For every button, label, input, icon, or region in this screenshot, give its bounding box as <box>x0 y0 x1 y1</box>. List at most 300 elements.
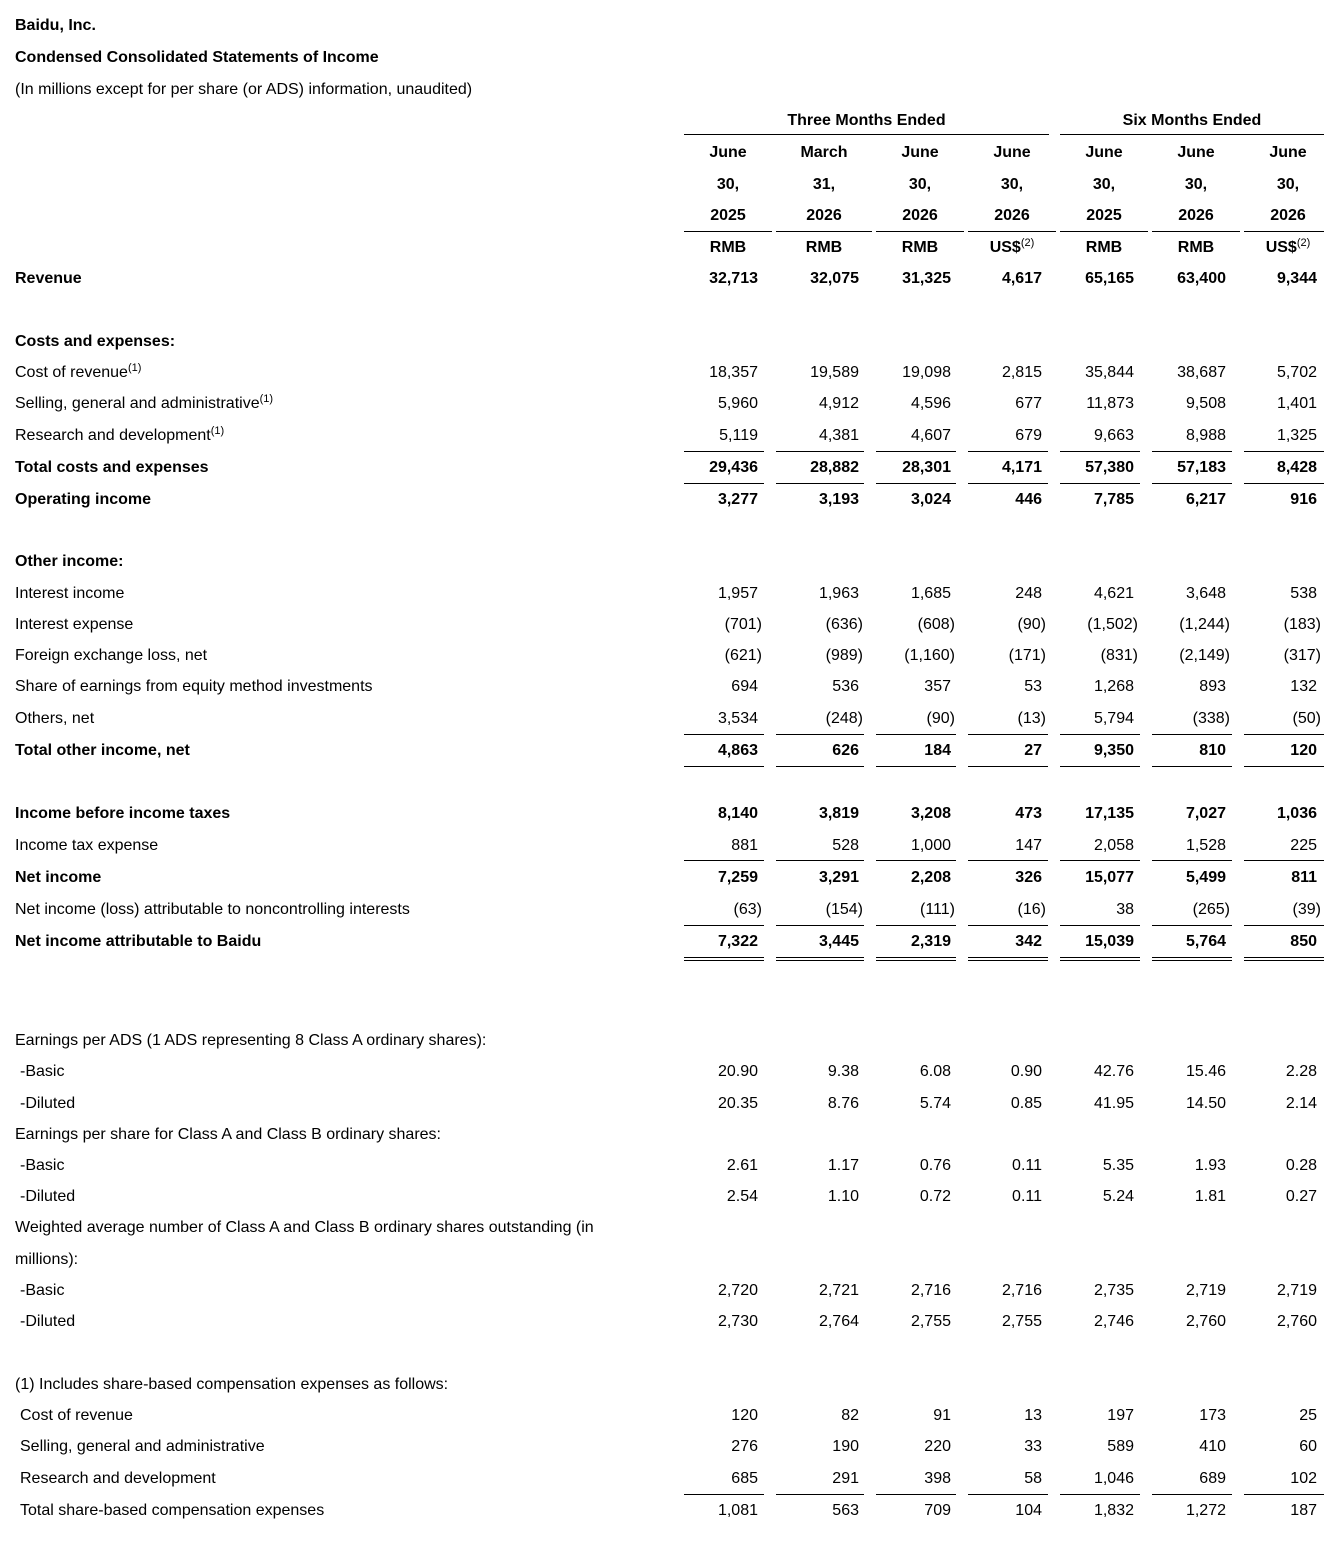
cell-value: 2,720 <box>717 1282 758 1299</box>
cell-value: 32,713 <box>709 270 758 287</box>
subtotal-rule <box>1244 734 1324 735</box>
cell-value: 1.81 <box>1194 1188 1226 1205</box>
subtotal-rule <box>1060 483 1140 484</box>
cell-value: 810 <box>1199 742 1226 759</box>
subtotal-rule <box>684 483 764 484</box>
cell-value: 8,428 <box>1276 459 1317 476</box>
row-label: Income before income taxes <box>15 805 231 822</box>
cell-value: 1.10 <box>827 1188 859 1205</box>
row-label: Others, net <box>15 710 95 727</box>
col-header-year: 2026 <box>994 207 1030 224</box>
subtotal-rule <box>684 1494 764 1495</box>
cell-value: 184 <box>924 742 951 759</box>
cell-value: 18,357 <box>709 364 758 381</box>
cell-value: 9.38 <box>827 1063 859 1080</box>
cell-value: 2.54 <box>726 1188 758 1205</box>
subtotal-rule <box>1152 483 1232 484</box>
cell-value: (831) <box>1100 647 1138 664</box>
subtotal-rule <box>1060 860 1140 861</box>
col-header-year: 2026 <box>806 207 842 224</box>
cell-value: 104 <box>1015 1502 1042 1519</box>
footnote-ref: (1) <box>259 393 274 405</box>
col-header-currency: RMB <box>1177 239 1215 256</box>
cell-value: (63) <box>733 901 762 918</box>
total-double-rule <box>968 957 1048 961</box>
cell-value: 2,716 <box>1001 1282 1042 1299</box>
cell-value: 41.95 <box>1093 1095 1134 1112</box>
header-underline <box>776 231 872 232</box>
cell-value: (608) <box>917 616 955 633</box>
cell-value: (636) <box>825 616 863 633</box>
table-row <box>0 1089 1333 1119</box>
statement-title: Condensed Consolidated Statements of Income <box>15 49 379 66</box>
cell-value: 5,794 <box>1093 710 1134 727</box>
cell-value: 2,760 <box>1185 1313 1226 1330</box>
cell-value: 694 <box>731 678 758 695</box>
cell-value: 2.14 <box>1285 1095 1317 1112</box>
header-underline <box>876 231 964 232</box>
cell-value: (183) <box>1283 616 1321 633</box>
cell-value: 3,534 <box>717 710 758 727</box>
cell-value: (1,244) <box>1179 616 1230 633</box>
cell-value: 17,135 <box>1085 805 1134 822</box>
statement-note: (In millions except for per share (or ADS) information, unaudited) <box>15 81 473 98</box>
cell-value: 102 <box>1290 1470 1317 1487</box>
subtotal-rule <box>1152 925 1232 926</box>
cell-value: 1,963 <box>818 585 859 602</box>
row-label: Weighted average number of Class A and Class B ordinary shares outstanding (in <box>15 1219 594 1236</box>
cell-value: 91 <box>933 1407 951 1424</box>
cell-value: 9,663 <box>1093 427 1134 444</box>
col-header-currency: RMB <box>805 239 843 256</box>
cell-value: 2,746 <box>1093 1313 1134 1330</box>
cell-value: 1,272 <box>1185 1502 1226 1519</box>
cell-value: 38,687 <box>1177 364 1226 381</box>
cell-value: 3,819 <box>818 805 859 822</box>
cell-value: 4,617 <box>1001 270 1042 287</box>
cell-value: 25 <box>1299 1407 1317 1424</box>
col-header-month: June <box>709 144 747 161</box>
table-row <box>0 547 1333 577</box>
header-row-currency <box>0 233 1333 263</box>
col-header-year: 2026 <box>1178 207 1214 224</box>
subtotal-rule <box>876 860 956 861</box>
row-label: Selling, general and administrative <box>20 1438 265 1455</box>
row-label: Foreign exchange loss, net <box>15 647 208 664</box>
col-header-day: 30, <box>1184 176 1208 193</box>
cell-value: 58 <box>1024 1470 1042 1487</box>
subtotal-rule <box>684 925 764 926</box>
row-label: Interest expense <box>15 616 134 633</box>
subtotal-rule <box>1152 451 1232 452</box>
cell-value: 8,988 <box>1185 427 1226 444</box>
cell-value: 1,325 <box>1276 427 1317 444</box>
cell-value: 0.11 <box>1012 1157 1042 1174</box>
col-header-currency: US\$$^{(2)}$ <box>989 237 1035 256</box>
col-header-month: June <box>1085 144 1123 161</box>
cell-value: 528 <box>832 837 859 854</box>
table-row <box>0 1432 1333 1462</box>
col-header-month: June <box>1177 144 1215 161</box>
table-row <box>0 264 1333 294</box>
cell-value: 33 <box>1024 1438 1042 1455</box>
footnote-ref: (2) <box>1020 237 1035 249</box>
cell-value: 357 <box>924 678 951 695</box>
row-label: Earnings per ADS (1 ADS representing 8 Class A ordinary shares): <box>15 1032 487 1049</box>
cell-value: 225 <box>1290 837 1317 854</box>
cell-value: 173 <box>1199 1407 1226 1424</box>
table-row <box>0 895 1333 925</box>
cell-value: 4,381 <box>818 427 859 444</box>
cell-value: 291 <box>832 1470 859 1487</box>
cell-value: 2,721 <box>818 1282 859 1299</box>
cell-value: 4,171 <box>1001 459 1042 476</box>
cell-value: 147 <box>1015 837 1042 854</box>
subtotal-rule <box>776 451 864 452</box>
cell-value: 5.24 <box>1102 1188 1134 1205</box>
company-name: Baidu, Inc. <box>15 17 96 34</box>
cell-value: 0.76 <box>919 1157 951 1174</box>
cell-value: 2,716 <box>910 1282 951 1299</box>
subtotal-rule <box>968 734 1048 735</box>
row-label: Net income (loss) attributable to noncontrolling interests <box>15 901 410 918</box>
cell-value: 2,764 <box>818 1313 859 1330</box>
cell-value: 65,165 <box>1085 270 1134 287</box>
row-label: Earnings per share for Class A and Class B ordinary shares: <box>15 1126 441 1143</box>
subtotal-rule <box>1152 860 1232 861</box>
cell-value: 7,259 <box>717 869 758 886</box>
row-label: Other income: <box>15 553 124 570</box>
cell-value: 248 <box>1015 585 1042 602</box>
row-label: Costs and expenses: <box>15 333 176 350</box>
total-double-rule <box>876 957 956 961</box>
cell-value: 5,960 <box>717 395 758 412</box>
cell-value: 197 <box>1107 1407 1134 1424</box>
cell-value: 2,319 <box>910 933 951 950</box>
cell-value: (248) <box>825 710 863 727</box>
cell-value: 626 <box>832 742 859 759</box>
row-label: Net income <box>15 869 102 886</box>
table-row <box>0 1182 1333 1212</box>
group-six-months: Six Months Ended <box>1122 112 1262 129</box>
subtotal-rule <box>968 860 1048 861</box>
subtotal-rule <box>1244 483 1324 484</box>
cell-value: (50) <box>1292 710 1321 727</box>
footnote-ref: (2) <box>1296 237 1311 249</box>
cell-value: 5.74 <box>919 1095 951 1112</box>
col-header-currency: US\$$^{(2)}$ <box>1265 237 1311 256</box>
table-row <box>0 641 1333 671</box>
cell-value: 20.90 <box>717 1063 758 1080</box>
cell-value: 4,596 <box>910 395 951 412</box>
col-header-currency: RMB <box>709 239 747 256</box>
cell-value: 82 <box>841 1407 859 1424</box>
cell-value: 4,912 <box>818 395 859 412</box>
group-three-months: Three Months Ended <box>787 112 946 129</box>
cell-value: 3,208 <box>910 805 951 822</box>
cell-value: 589 <box>1107 1438 1134 1455</box>
cell-value: 685 <box>731 1470 758 1487</box>
subtotal-rule <box>776 925 864 926</box>
cell-value: 1.17 <box>827 1157 859 1174</box>
subtotal-rule <box>876 451 956 452</box>
cell-value: 2.28 <box>1285 1063 1317 1080</box>
cell-value: (621) <box>724 647 762 664</box>
cell-value: (90) <box>926 710 955 727</box>
row-label: Total share-based compensation expenses <box>20 1502 325 1519</box>
header-underline <box>1060 231 1148 232</box>
cell-value: 1,046 <box>1093 1470 1134 1487</box>
cell-value: 0.72 <box>919 1188 951 1205</box>
cell-value: 3,445 <box>818 933 859 950</box>
cell-value: 132 <box>1290 678 1317 695</box>
row-label: Interest income <box>15 585 125 602</box>
cell-value: (16) <box>1017 901 1046 918</box>
col-header-day: 30, <box>908 176 932 193</box>
col-header-currency: RMB <box>1085 239 1123 256</box>
row-label: Net income attributable to Baidu <box>15 933 262 950</box>
cell-value: (2,149) <box>1179 647 1230 664</box>
cell-value: 1,000 <box>910 837 951 854</box>
col-header-year: 2026 <box>1270 207 1306 224</box>
cell-value: 326 <box>1015 869 1042 886</box>
cell-value: 563 <box>832 1502 859 1519</box>
cell-value: 536 <box>832 678 859 695</box>
cell-value: 689 <box>1199 1470 1226 1487</box>
cell-value: 0.90 <box>1010 1063 1042 1080</box>
cell-value: 3,277 <box>717 491 758 508</box>
cell-value: 811 <box>1291 869 1317 886</box>
cell-value: 1,832 <box>1093 1502 1134 1519</box>
table-row <box>0 1213 1333 1243</box>
total-double-rule <box>1152 957 1232 961</box>
cell-value: 1.93 <box>1194 1157 1226 1174</box>
subtotal-rule <box>776 860 864 861</box>
total-double-rule <box>684 957 764 961</box>
subtotal-rule <box>684 860 764 861</box>
cell-value: 9,508 <box>1185 395 1226 412</box>
cell-value: 19,589 <box>810 364 859 381</box>
subtotal-rule <box>968 451 1048 452</box>
cell-value: 4,863 <box>717 742 758 759</box>
row-label: Cost of revenue <box>20 1407 133 1424</box>
cell-value: 1,036 <box>1276 805 1317 822</box>
group-underline <box>1060 134 1324 135</box>
col-header-year: 2026 <box>902 207 938 224</box>
cell-value: 850 <box>1290 933 1317 950</box>
cell-value: 35,844 <box>1085 364 1134 381</box>
cell-value: 60 <box>1299 1438 1317 1455</box>
cell-value: 2,208 <box>910 869 951 886</box>
cell-value: (338) <box>1192 710 1230 727</box>
cell-value: 4,607 <box>910 427 951 444</box>
cell-value: 0.85 <box>1010 1095 1042 1112</box>
row-label: -Diluted <box>20 1313 76 1330</box>
cell-value: 1,081 <box>717 1502 758 1519</box>
row-label: Total costs and expenses <box>15 459 209 476</box>
cell-value: 2,719 <box>1185 1282 1226 1299</box>
col-header-year: 2025 <box>710 207 746 224</box>
row-label: Total other income, net <box>15 742 190 759</box>
cell-value: 19,098 <box>902 364 951 381</box>
cell-value: 63,400 <box>1177 270 1226 287</box>
cell-value: 15.46 <box>1185 1063 1226 1080</box>
table-row <box>0 1464 1333 1494</box>
cell-value: 709 <box>924 1502 951 1519</box>
row-label: Share of earnings from equity method investments <box>15 678 373 695</box>
cell-value: 1,401 <box>1276 395 1317 412</box>
col-header-month: June <box>1269 144 1307 161</box>
subtotal-rule <box>1152 1494 1232 1495</box>
table-row <box>0 1151 1333 1181</box>
cell-value: 3,648 <box>1185 585 1226 602</box>
header-underline <box>684 231 772 232</box>
cell-value: 5,764 <box>1185 933 1226 950</box>
subtotal-rule <box>684 766 764 767</box>
col-header-month: March <box>800 144 848 161</box>
cell-value: 2,815 <box>1001 364 1042 381</box>
total-double-rule <box>776 957 864 961</box>
subtotal-rule <box>968 1494 1048 1495</box>
table-row <box>0 358 1333 388</box>
cell-value: 27 <box>1024 742 1042 759</box>
cell-value: 2,730 <box>717 1313 758 1330</box>
cell-value: (1,502) <box>1087 616 1138 633</box>
cell-value: 1,268 <box>1093 678 1134 695</box>
cell-value: (1,160) <box>904 647 955 664</box>
cell-value: 3,024 <box>910 491 951 508</box>
header-row-month <box>0 138 1333 168</box>
subtotal-rule <box>684 451 764 452</box>
row-label: -Basic <box>20 1157 65 1174</box>
cell-value: 2,719 <box>1276 1282 1317 1299</box>
subtotal-rule <box>1060 734 1140 735</box>
cell-value: 6,217 <box>1185 491 1226 508</box>
cell-value: 187 <box>1290 1502 1317 1519</box>
cell-value: 29,436 <box>709 459 758 476</box>
cell-value: 15,039 <box>1085 933 1134 950</box>
row-label: -Basic <box>20 1063 65 1080</box>
subtotal-rule <box>776 483 864 484</box>
cell-value: 1,957 <box>717 585 758 602</box>
cell-value: 893 <box>1199 678 1226 695</box>
cell-value: 7,785 <box>1093 491 1134 508</box>
col-header-year: 2025 <box>1086 207 1122 224</box>
subtotal-rule <box>684 734 764 735</box>
cell-value: 2,058 <box>1093 837 1134 854</box>
cell-value: (171) <box>1008 647 1046 664</box>
table-row <box>0 610 1333 640</box>
cell-value: 120 <box>1290 742 1317 759</box>
cell-value: (317) <box>1283 647 1321 664</box>
table-row <box>0 1496 1333 1526</box>
cell-value: 1,528 <box>1185 837 1226 854</box>
cell-value: 8,140 <box>717 805 758 822</box>
row-label: Operating income <box>15 491 152 508</box>
row-label: (1) Includes share-based compensation expenses as follows: <box>15 1376 449 1393</box>
cell-value: 5.35 <box>1102 1157 1134 1174</box>
table-row <box>0 1370 1333 1400</box>
cell-value: 13 <box>1024 1407 1042 1424</box>
header-row-year <box>0 201 1333 231</box>
cell-value: (701) <box>724 616 762 633</box>
cell-value: 342 <box>1015 933 1042 950</box>
cell-value: 28,882 <box>810 459 859 476</box>
cell-value: (111) <box>920 901 955 918</box>
subtotal-rule <box>1244 451 1324 452</box>
table-row <box>0 831 1333 861</box>
subtotal-rule <box>1244 766 1324 767</box>
col-header-day: 30, <box>716 176 740 193</box>
cell-value: 398 <box>924 1470 951 1487</box>
row-label: -Basic <box>20 1282 65 1299</box>
header-underline <box>1152 231 1240 232</box>
footnote-ref: (1) <box>127 362 142 374</box>
subtotal-rule <box>1152 734 1232 735</box>
header-underline <box>968 231 1056 232</box>
cell-value: (13) <box>1017 710 1046 727</box>
cell-value: 57,183 <box>1177 459 1226 476</box>
cell-value: 0.28 <box>1285 1157 1317 1174</box>
cell-value: 8.76 <box>827 1095 859 1112</box>
cell-value: 3,193 <box>818 491 859 508</box>
row-label: Research and development$^{(1)}$ <box>15 425 225 444</box>
cell-value: 28,301 <box>902 459 951 476</box>
row-label: Revenue <box>15 270 82 287</box>
subtotal-rule <box>1060 1494 1140 1495</box>
table-row <box>0 672 1333 702</box>
subtotal-rule <box>876 925 956 926</box>
subtotal-rule <box>876 483 956 484</box>
cell-value: 677 <box>1015 395 1042 412</box>
cell-value: 0.11 <box>1012 1188 1042 1205</box>
cell-value: 220 <box>924 1438 951 1455</box>
cell-value: 0.27 <box>1285 1188 1317 1205</box>
cell-value: 410 <box>1199 1438 1226 1455</box>
cell-value: 53 <box>1024 678 1042 695</box>
cell-value: 120 <box>731 1407 758 1424</box>
cell-value: 5,702 <box>1276 364 1317 381</box>
row-label: -Diluted <box>20 1095 76 1112</box>
cell-value: 2,760 <box>1276 1313 1317 1330</box>
table-row <box>0 863 1333 893</box>
col-header-day: 30, <box>1000 176 1024 193</box>
cell-value: 14.50 <box>1185 1095 1226 1112</box>
cell-value: 42.76 <box>1093 1063 1134 1080</box>
cell-value: 538 <box>1290 585 1317 602</box>
table-row <box>0 1026 1333 1056</box>
cell-value: 276 <box>731 1438 758 1455</box>
cell-value: 9,350 <box>1093 742 1134 759</box>
cell-value: 32,075 <box>810 270 859 287</box>
table-row <box>0 1307 1333 1337</box>
group-underline <box>684 134 1049 135</box>
cell-value: (154) <box>825 901 863 918</box>
cell-value: 9,344 <box>1276 270 1317 287</box>
subtotal-rule <box>968 766 1048 767</box>
row-label: Income tax expense <box>15 837 159 854</box>
cell-value: 38 <box>1116 901 1134 918</box>
cell-value: 7,027 <box>1185 805 1226 822</box>
cell-value: 57,380 <box>1085 459 1134 476</box>
table-row <box>0 1120 1333 1150</box>
cell-value: 3,291 <box>818 869 859 886</box>
row-label: Research and development <box>20 1470 216 1487</box>
subtotal-rule <box>776 766 864 767</box>
table-row <box>0 1057 1333 1087</box>
subtotal-rule <box>968 925 1048 926</box>
cell-value: (265) <box>1192 901 1230 918</box>
